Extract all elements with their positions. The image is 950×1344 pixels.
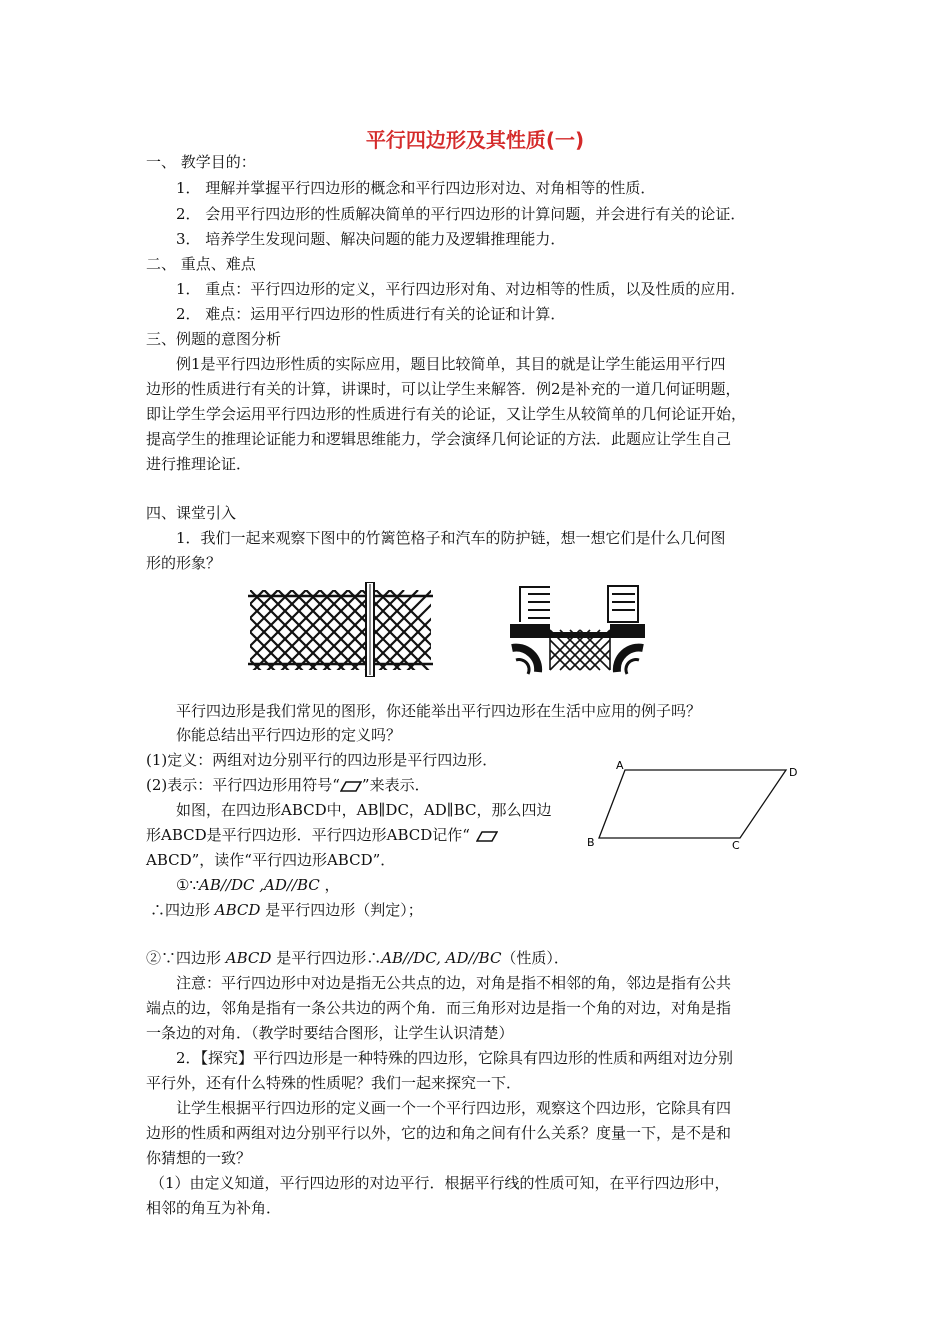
condition-1-suffix: ， xyxy=(319,876,340,894)
draw-line-2: 边形的性质和两组对边分别平行以外，它的边和角之间有什么关系？度量一下，是不是和 xyxy=(146,1124,732,1142)
property-line-2: 相邻的角互为补角． xyxy=(146,1199,282,1217)
figure-description-line-3: ABCD”，读作“平行四边形ABCD”． xyxy=(146,851,396,869)
representation-text-b: ”来表示． xyxy=(361,776,430,794)
vertex-label-b: B xyxy=(587,836,595,849)
section1-item-1: 1． 理解并掌握平行四边形的概念和平行四边形对边、对角相等的性质． xyxy=(176,179,656,197)
bamboo-fence-illustration xyxy=(248,582,433,677)
paragraph-definition-question: 你能总结出平行四边形的定义吗？ xyxy=(176,726,402,744)
representation-line xyxy=(146,775,430,795)
section2-heading: 二、 重点、难点 xyxy=(146,255,256,273)
section3-line-2: 边形的性质进行有关的计算，讲课时，可以让学生来解答．例2是补充的一道几何证明题， xyxy=(146,380,741,398)
condition-3-math-1: ABCD xyxy=(225,949,272,967)
draw-line-3: 你猜想的一致？ xyxy=(146,1149,252,1167)
paragraph-examples: 平行四边形是我们常见的图形，你还能举出平行四边形在生活中应用的例子吗？ xyxy=(176,702,702,720)
figure-description-text: 形ABCD是平行四边形．平行四边形ABCD记作“ xyxy=(146,826,470,844)
condition-1-math: AB//DC ,AD//BC xyxy=(199,876,320,894)
explore-line-2: 平行外，还有什么特殊的性质呢？我们一起来探究一下． xyxy=(146,1074,522,1092)
section3-line-5: 进行推理论证． xyxy=(146,455,252,473)
figure-description-line-1: 如图，在四边形ABCD中，AB∥DC，AD∥BC，那么四边 xyxy=(176,801,552,819)
section3-heading: 三、例题的意图分析 xyxy=(146,330,282,348)
section2-item-1: 1． 重点：平行四边形的定义，平行四边形对角、对边相等的性质，以及性质的应用． xyxy=(176,280,746,298)
condition-2-suffix: 是平行四边形（判定）； xyxy=(260,901,423,919)
vertex-label-a: A xyxy=(616,759,624,772)
condition-3-math-2: AB//DC, AD//BC xyxy=(381,949,502,967)
definition-line: (1)定义：两组对边分别平行的四边形是平行四边形． xyxy=(146,751,498,769)
condition-3-middle: 是平行四边形∴ xyxy=(271,949,382,967)
parallelogram-symbol-icon xyxy=(340,781,362,792)
question1-line-2: 形的形象？ xyxy=(146,554,222,572)
vertex-label-d: D xyxy=(789,766,798,779)
representation-text-a: (2)表示：平行四边形用符号“ xyxy=(146,776,340,794)
figure-description-line-2 xyxy=(146,825,498,845)
condition-2 xyxy=(150,900,423,920)
parallelogram-abcd-figure xyxy=(580,758,810,853)
section3-line-1: 例1是平行四边形性质的实际应用，题目比较简单，其目的就是让学生能运用平行四 xyxy=(176,355,726,373)
explore-line-1: 2．【探究】平行四边形是一种特殊的四边形，它除具有四边形的性质和两组对边分别 xyxy=(176,1049,734,1067)
draw-line-1: 让学生根据平行四边形的定义画一个一个平行四边形，观察这个四边形，它除具有四 xyxy=(176,1099,732,1117)
condition-3-prefix: ②∵四边形 xyxy=(146,949,226,967)
vertex-label-c: C xyxy=(732,839,740,852)
condition-2-prefix: ∴四边形 xyxy=(150,901,215,919)
note-line-3: 一条边的对角．（教学时要结合图形，让学生认识清楚） xyxy=(146,1024,514,1042)
section4-heading: 四、课堂引入 xyxy=(146,504,237,522)
page-title: 平行四边形及其性质(一) xyxy=(365,128,585,152)
note-line-2: 端点的边，邻角是指有一条公共边的两个角．而三角形对边是指一个角的对边，对角是指 xyxy=(146,999,732,1017)
question1-line-1: 1．我们一起来观察下图中的竹篱笆格子和汽车的防护链，想一想它们是什么几何图 xyxy=(176,529,726,547)
condition-3-suffix: （性质）． xyxy=(501,949,569,967)
condition-1 xyxy=(176,875,340,895)
parallelogram-symbol-icon xyxy=(476,831,498,842)
condition-1-prefix: ①∵ xyxy=(176,876,199,894)
car-chain-illustration xyxy=(510,582,645,680)
section3-line-4: 提高学生的推理论证能力和逻辑思维能力，学会演绎几何论证的方法．此题应让学生自己 xyxy=(146,430,732,448)
section1-item-2: 2． 会用平行四边形的性质解决简单的平行四边形的计算问题，并会进行有关的论证． xyxy=(176,205,746,223)
section1-item-3: 3． 培养学生发现问题、解决问题的能力及逻辑推理能力． xyxy=(176,230,566,248)
note-line-1: 注意：平行四边形中对边是指无公共点的边，对角是指不相邻的角，邻边是指有公共 xyxy=(176,974,732,992)
section1-heading: 一、 教学目的： xyxy=(146,153,256,171)
condition-3 xyxy=(146,948,569,968)
section3-line-3: 即让学生学会运用平行四边形的性质进行有关的论证，又让学生从较简单的几何论证开始， xyxy=(146,405,747,423)
section2-item-2: 2． 难点：运用平行四边形的性质进行有关的论证和计算． xyxy=(176,305,566,323)
property-line-1: （1）由定义知道，平行四边形的对边平行．根据平行线的性质可知，在平行四边形中， xyxy=(150,1174,730,1192)
condition-2-math: ABCD xyxy=(214,901,261,919)
